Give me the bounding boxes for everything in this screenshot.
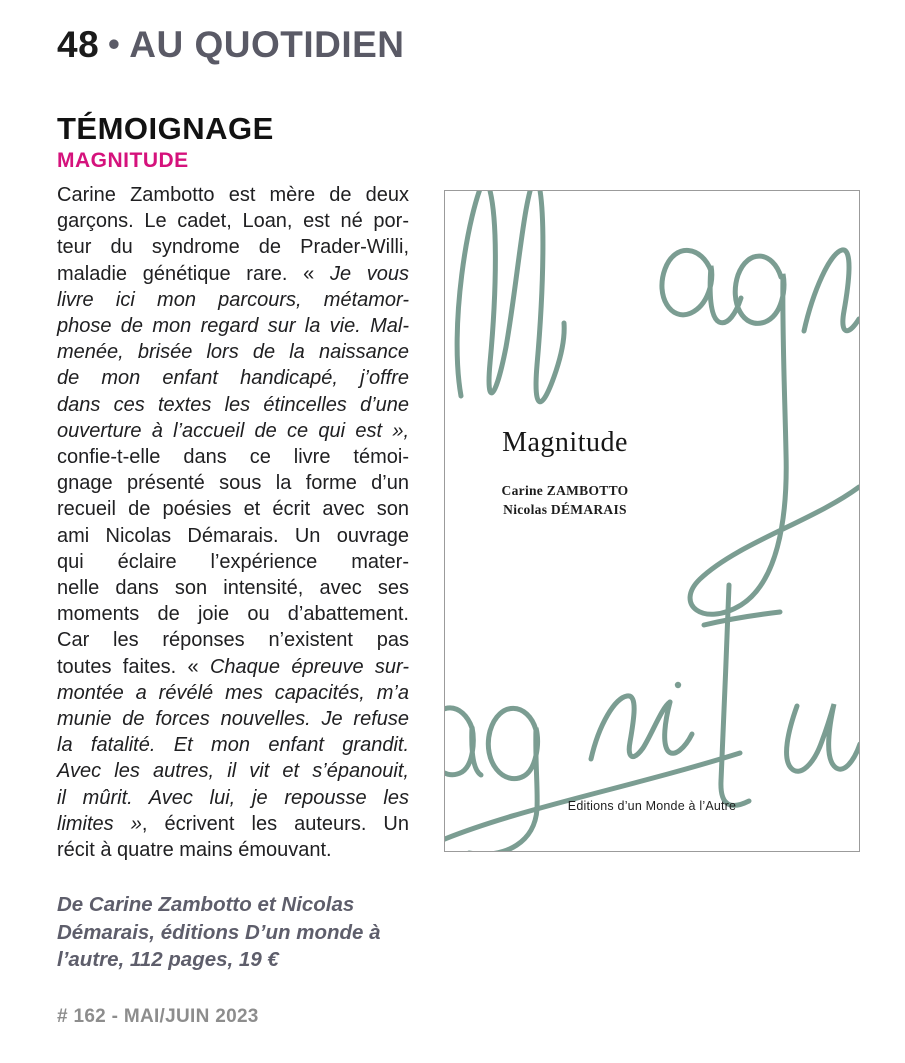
script-top-g (690, 256, 859, 614)
script-bottom-n (591, 696, 670, 759)
article-title: MAGNITUDE (57, 149, 189, 172)
credit-line: l’autre, 112 pages, 19 € (57, 948, 279, 971)
body-line: teur du syndrome de Prader-Willi, (57, 236, 409, 259)
script-top-M (457, 191, 564, 402)
body-line: récit à quatre mains émouvant. (57, 839, 332, 862)
body-line: il mûrit. Avec lui, je repousse les (57, 786, 409, 809)
page-header (57, 24, 405, 66)
body-line: munie de forces nouvelles. Je refuse (57, 708, 409, 731)
credit-line: De Carine Zambotto et Nicolas (57, 893, 355, 916)
body-line: montée a révélé mes capacités, m’a (57, 681, 409, 704)
body-line: gnage présenté sous la forme d’un (57, 472, 409, 495)
body-line: nelle dans son intensité, avec ses (57, 577, 409, 600)
body-line: moments de joie ou d’abattement. (57, 603, 409, 626)
cover-publisher: Editions d’un Monde à l’Autre (567, 799, 737, 813)
book-credit (57, 891, 381, 974)
script-top-n (804, 250, 859, 331)
script-top-a (662, 250, 741, 322)
body-line: ouverture à l’accueil de ce qui est », (57, 419, 409, 442)
script-bottom-g (469, 708, 538, 851)
script-bottom-sweep (445, 753, 740, 843)
script-bottom-i-dot (675, 682, 681, 688)
body-line: recueil de poésies et écrit avec son (57, 498, 409, 521)
script-bottom-u (787, 704, 859, 771)
page-number: 48 (57, 24, 100, 65)
body-line: Carine Zambotto est mère de deux (57, 184, 409, 206)
body-line: limites », écrivent les auteurs. Un (57, 812, 409, 835)
script-bottom-a (445, 708, 481, 775)
body-line: la fatalité. Et mon enfant grandit. (57, 734, 409, 757)
body-line: Avec les autres, il vit et s’épanouit, (57, 760, 409, 783)
cover-authors (445, 482, 685, 519)
body-line: phose de mon regard sur la vie. Mal- (57, 315, 409, 338)
article-kicker: TÉMOIGNAGE (57, 111, 274, 146)
body-line: Car les réponses n’existent pas (57, 629, 409, 652)
body-line: confie-t-elle dans ce livre témoi- (57, 446, 409, 469)
cover-author-line: Nicolas DÉMARAIS (503, 501, 627, 517)
body-line: toutes faites. « Chaque épreuve sur- (57, 655, 409, 678)
body-line: ami Nicolas Démarais. Un ouvrage (57, 524, 409, 547)
section-title: AU QUOTIDIEN (129, 24, 405, 65)
body-line: maladie génétique rare. « Je vous (57, 262, 410, 285)
bullet-separator: • (108, 25, 121, 62)
body-line: qui éclaire l’expérience mater- (57, 550, 409, 573)
cover-book-title: Magnitude (502, 427, 628, 458)
body-line: garçons. Le cadet, Loan, est né por- (57, 210, 409, 233)
article-body (57, 182, 409, 863)
cover-script-decoration (445, 191, 859, 851)
body-line: livre ici mon parcours, métamor- (57, 288, 409, 311)
body-line: de mon enfant handicapé, j’offre (57, 367, 409, 390)
body-line: dans ces textes les étincelles d’une (57, 393, 409, 416)
book-cover (444, 190, 860, 852)
credit-line: Démarais, éditions D’un monde à (57, 920, 381, 944)
body-line: menée, brisée lors de la naissance (57, 341, 409, 364)
script-bottom-i (665, 702, 692, 753)
cover-author-line: Carine ZAMBOTTO (501, 483, 629, 498)
issue-footer: # 162 - MAI/JUIN 2023 (57, 1006, 259, 1027)
